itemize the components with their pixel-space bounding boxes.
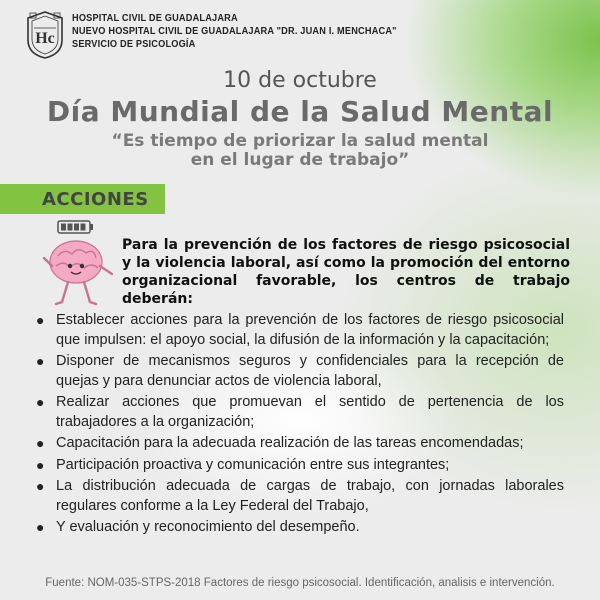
bullet-icon: ● bbox=[36, 478, 45, 494]
list-item-text: La distribución adecuada de cargas de trabajo, con jornadas laborales regulares conforme a la Ley Federal del Trabajo, bbox=[56, 478, 564, 514]
list-item-text: Disponer de mecanismos seguros y confidenciales para la recepción de quejas y para denunciar actos de violencia laboral, bbox=[56, 353, 564, 389]
list-item bbox=[34, 434, 564, 454]
battery-icon bbox=[57, 220, 95, 234]
list-item bbox=[34, 456, 564, 476]
list-item-text: Establecer acciones para la prevención de los factores de riesgo psicosocial que impulsen: el apoyo social, la difusión de la información y la capacitación; bbox=[56, 312, 564, 348]
list-item-text: Realizar acciones que promuevan el sentido de pertenencia de los trabajadores a la organización; bbox=[56, 394, 564, 430]
bullet-icon: ● bbox=[36, 394, 45, 410]
list-item bbox=[34, 311, 564, 350]
list-item bbox=[34, 518, 564, 538]
intro-text: Para la prevención de los factores de riesgo psicosocial y la violencia laboral, así como la promoción del entorno organizacional favorable, los centros de trabajo deberán: bbox=[122, 237, 570, 307]
bullet-icon: ● bbox=[36, 456, 45, 473]
header-line-nuevo-hospital: NUEVO HOSPITAL CIVIL DE GUADALAJARA "DR. JUAN I. MENCHACA" bbox=[72, 26, 397, 37]
svg-text:Hc: Hc bbox=[35, 30, 55, 47]
bullet-icon: ● bbox=[36, 519, 45, 535]
section-label: ACCIONES bbox=[42, 188, 149, 210]
header-line-servicio: SERVICIO DE PSICOLOGÍA bbox=[72, 39, 196, 50]
bullet-icon: ● bbox=[36, 353, 45, 369]
header-line-hospital: HOSPITAL CIVIL DE GUADALAJARA bbox=[72, 13, 238, 24]
hospital-seal-icon bbox=[24, 10, 66, 60]
bullet-icon: ● bbox=[36, 312, 45, 328]
list-item-text: Participación proactiva y comunicación entre sus integrantes; bbox=[56, 456, 450, 473]
section-banner bbox=[0, 184, 165, 214]
list-item-text: Capacitación para la adecuada realización de las tareas encomendadas; bbox=[56, 435, 524, 451]
source-footer: Fuente: NOM-035-STPS-2018 Factores de riesgo psicosocial. Identificación, analisis e intervención. bbox=[45, 577, 555, 589]
event-date: 10 de octubre bbox=[223, 68, 377, 93]
actions-list bbox=[34, 311, 564, 540]
quote bbox=[0, 132, 600, 170]
page-title: Día Mundial de la Salud Mental bbox=[46, 95, 554, 128]
quote-line-1: “Es tiempo de priorizar la salud mental bbox=[111, 131, 489, 151]
list-item-text: Y evaluación y reconocimiento del desempeño. bbox=[56, 519, 360, 535]
list-item bbox=[34, 352, 564, 391]
bullet-icon: ● bbox=[36, 435, 45, 451]
brain-mascot-icon bbox=[40, 236, 120, 308]
quote-line-2: en el lugar de trabajo” bbox=[190, 150, 410, 170]
list-item bbox=[34, 477, 564, 516]
header bbox=[24, 10, 425, 60]
list-item bbox=[34, 393, 564, 432]
